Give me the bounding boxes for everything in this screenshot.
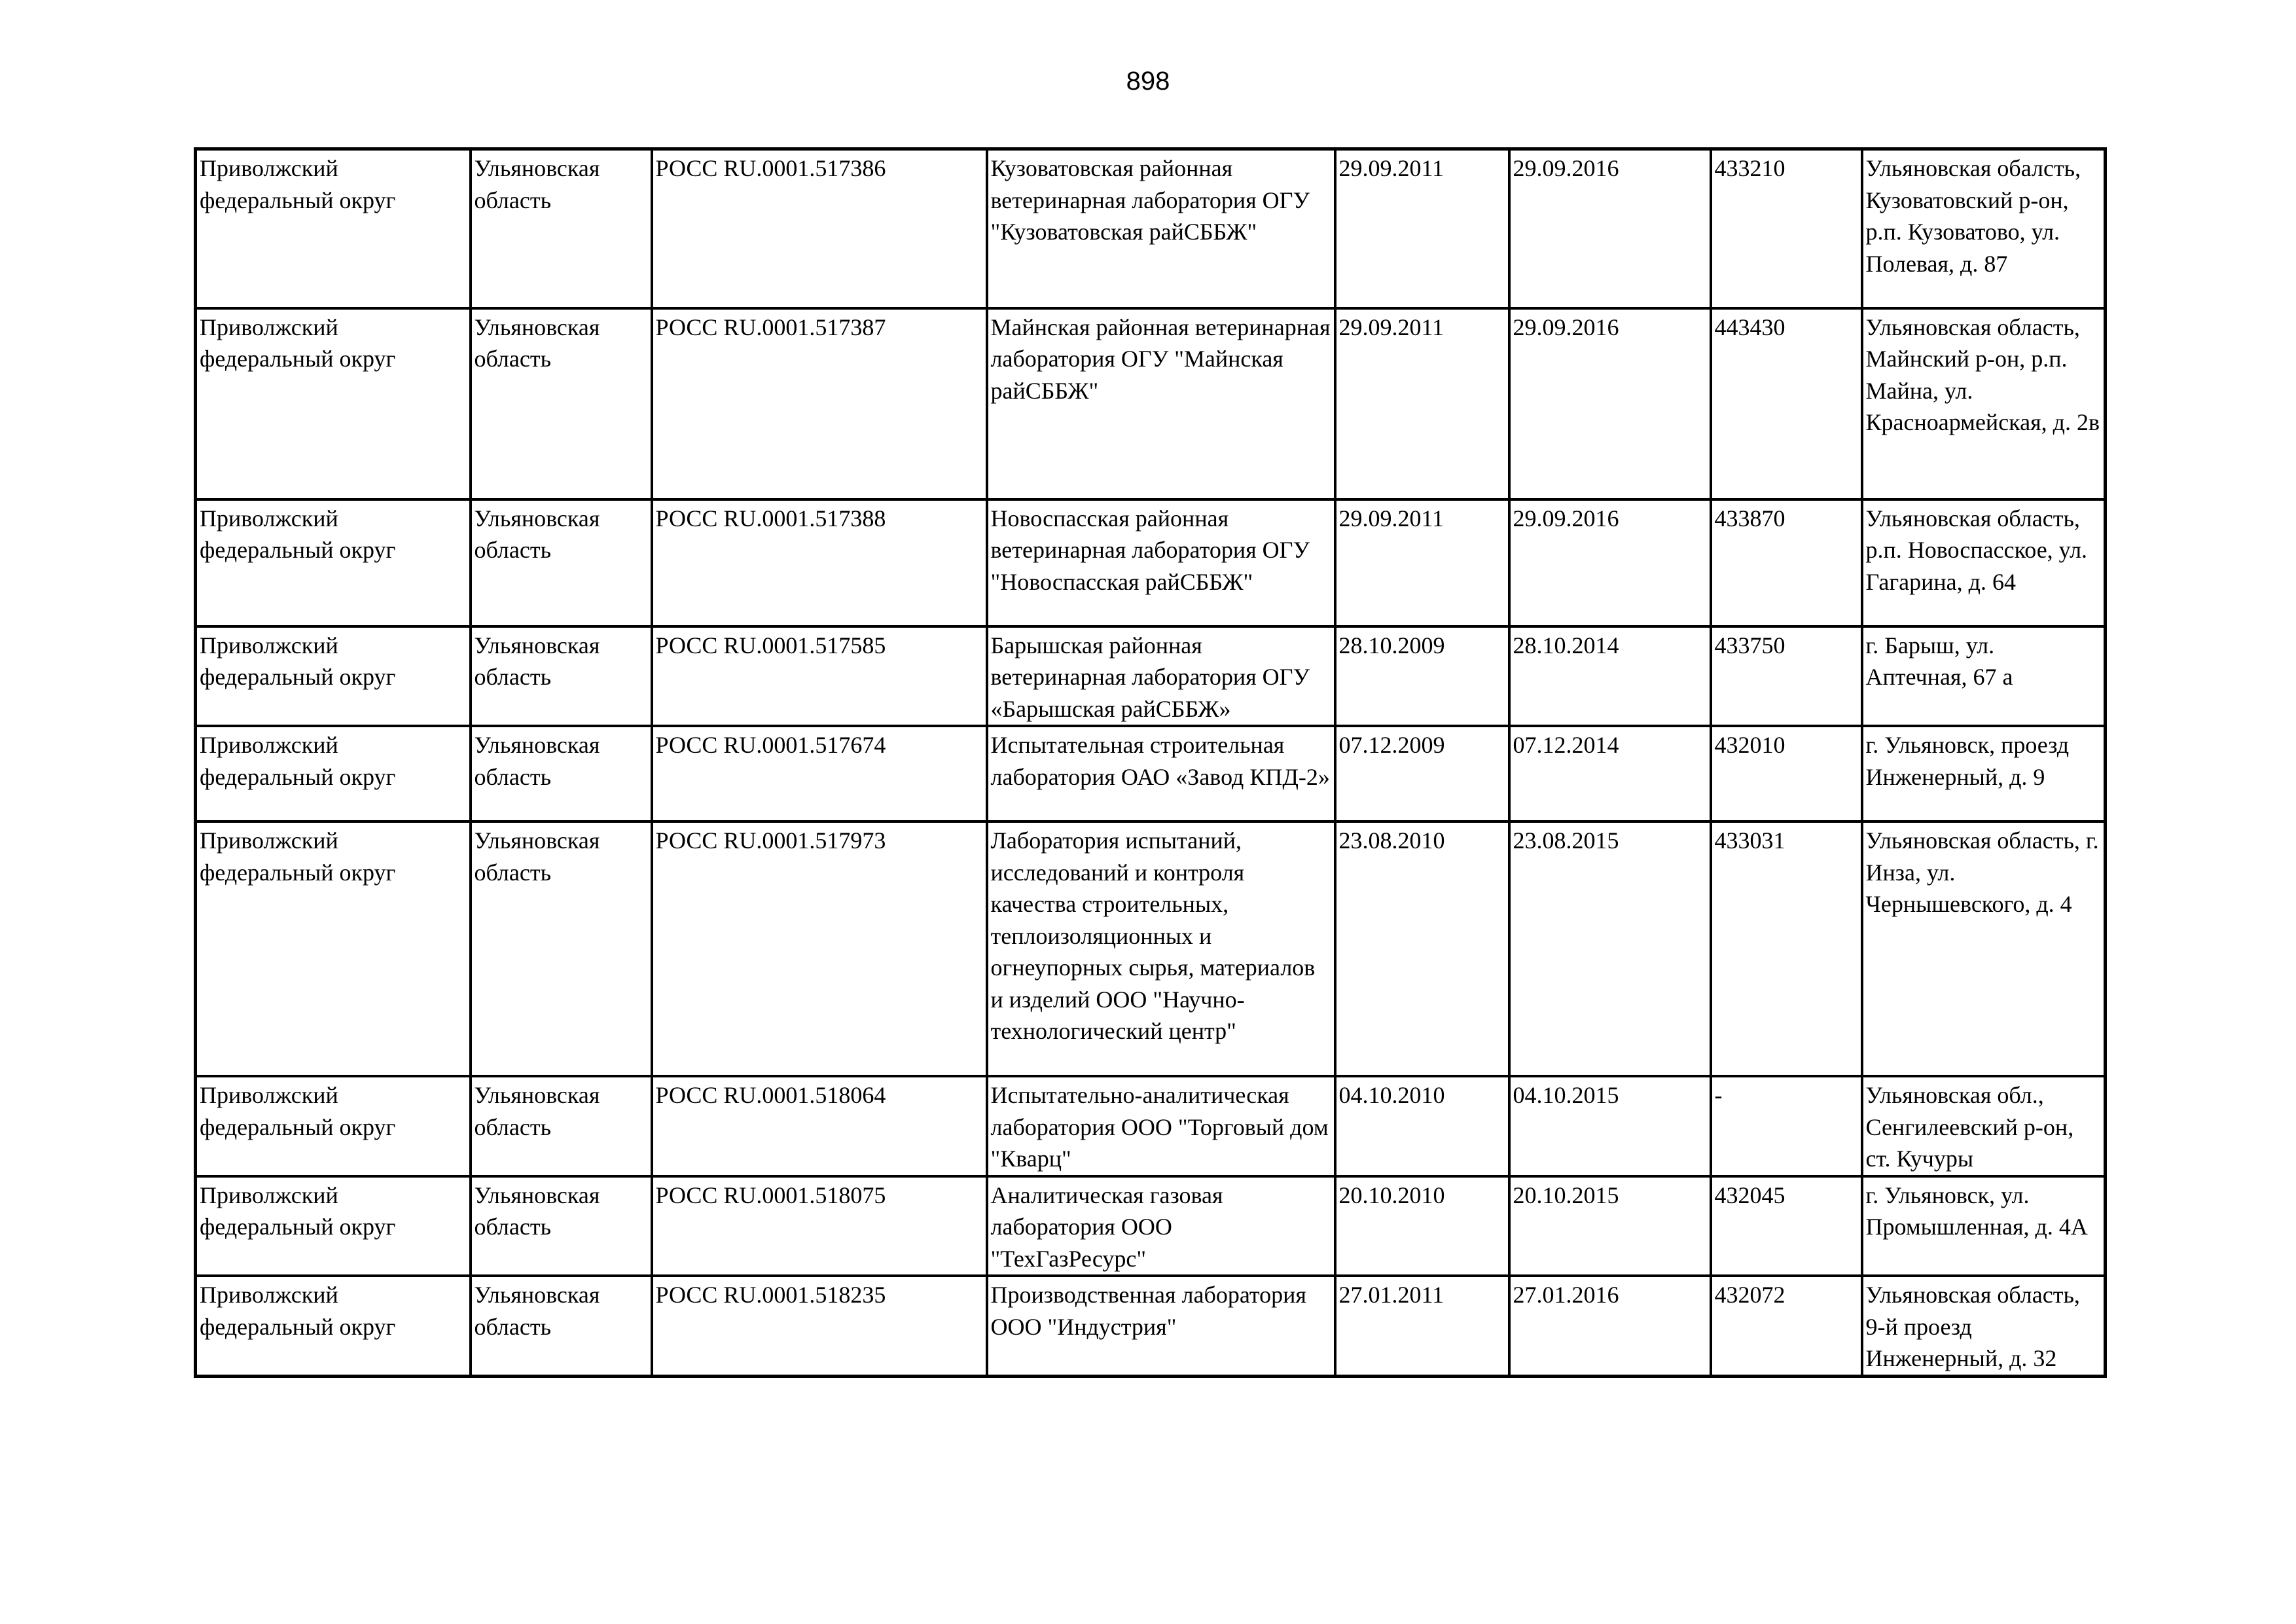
table-row: [196, 308, 2106, 499]
organization-cell: Аналитическая газовая лаборатория ООО "ТехГазРесурс": [987, 1176, 1335, 1276]
address-cell: г. Барыш, ул. Аптечная, 67 а: [1862, 626, 2106, 727]
date-issued-cell: 04.10.2010: [1335, 1076, 1509, 1176]
organization-cell: Лаборатория испытаний, исследований и контроля качества строительных, теплоизоляционных и огнеупорных сырья, материалов и изделий ООО "Научно-технологический центр": [987, 821, 1335, 1076]
date-expiry-cell: 28.10.2014: [1509, 626, 1711, 727]
address-cell: г. Ульяновск, ул. Промышленная, д. 4А: [1862, 1176, 2106, 1276]
district-cell: Приволжский федеральный округ: [196, 149, 471, 308]
certificate-number-cell: РОСС RU.0001.517585: [652, 626, 987, 727]
district-cell: Приволжский федеральный округ: [196, 1276, 471, 1376]
organization-cell: Новоспасская районная ветеринарная лаборатория ОГУ "Новоспасская райСББЖ": [987, 499, 1335, 626]
certificate-number-cell: РОСС RU.0001.517388: [652, 499, 987, 626]
date-expiry-cell: 29.09.2016: [1509, 308, 1711, 499]
table-row: [196, 726, 2106, 821]
organization-cell: Кузоватовская районная ветеринарная лаборатория ОГУ "Кузоватовская райСББЖ": [987, 149, 1335, 308]
organization-cell: Производственная лаборатория ООО "Индустрия": [987, 1276, 1335, 1376]
region-cell: Ульяновская область: [471, 308, 652, 499]
organization-cell: Испытательная строительная лаборатория ОАО «Завод КПД-2»: [987, 726, 1335, 821]
date-issued-cell: 29.09.2011: [1335, 499, 1509, 626]
district-cell: Приволжский федеральный округ: [196, 726, 471, 821]
certificate-number-cell: РОСС RU.0001.517973: [652, 821, 987, 1076]
postal-code-cell: -: [1711, 1076, 1862, 1176]
date-issued-cell: 27.01.2011: [1335, 1276, 1509, 1376]
address-cell: Ульяновская область, р.п. Новоспасское, ул. Гагарина, д. 64: [1862, 499, 2106, 626]
region-cell: Ульяновская область: [471, 149, 652, 308]
date-issued-cell: 29.09.2011: [1335, 308, 1509, 499]
table-row: [196, 499, 2106, 626]
region-cell: Ульяновская область: [471, 626, 652, 727]
region-cell: Ульяновская область: [471, 1176, 652, 1276]
date-issued-cell: 07.12.2009: [1335, 726, 1509, 821]
region-cell: Ульяновская область: [471, 1276, 652, 1376]
postal-code-cell: 432072: [1711, 1276, 1862, 1376]
certificate-number-cell: РОСС RU.0001.517387: [652, 308, 987, 499]
district-cell: Приволжский федеральный округ: [196, 1176, 471, 1276]
table-row: [196, 1276, 2106, 1376]
table-row: [196, 1176, 2106, 1276]
page-number: 898: [1126, 67, 1170, 96]
certificate-number-cell: РОСС RU.0001.517386: [652, 149, 987, 308]
address-cell: Ульяновская область, 9-й проезд Инженерный, д. 32: [1862, 1276, 2106, 1376]
certificate-number-cell: РОСС RU.0001.518064: [652, 1076, 987, 1176]
address-cell: Ульяновская область, г. Инза, ул. Чернышевского, д. 4: [1862, 821, 2106, 1076]
postal-code-cell: 433750: [1711, 626, 1862, 727]
address-cell: Ульяновская область, Майнский р-он, р.п. Майна, ул. Красноармейская, д. 2в: [1862, 308, 2106, 499]
date-expiry-cell: 07.12.2014: [1509, 726, 1711, 821]
district-cell: Приволжский федеральный округ: [196, 1076, 471, 1176]
postal-code-cell: 433870: [1711, 499, 1862, 626]
postal-code-cell: 432010: [1711, 726, 1862, 821]
address-cell: г. Ульяновск, проезд Инженерный, д. 9: [1862, 726, 2106, 821]
organization-cell: Испытательно-аналитическая лаборатория ООО "Торговый дом "Кварц": [987, 1076, 1335, 1176]
table-row: [196, 821, 2106, 1076]
address-cell: Ульяновская обл., Сенгилеевский р-он, ст. Кучуры: [1862, 1076, 2106, 1176]
date-expiry-cell: 04.10.2015: [1509, 1076, 1711, 1176]
table-row: [196, 149, 2106, 308]
district-cell: Приволжский федеральный округ: [196, 626, 471, 727]
district-cell: Приволжский федеральный округ: [196, 308, 471, 499]
table-row: [196, 626, 2106, 727]
address-cell: Ульяновская обалсть, Кузоватовский р-он, р.п. Кузоватово, ул. Полевая, д. 87: [1862, 149, 2106, 308]
region-cell: Ульяновская область: [471, 499, 652, 626]
date-issued-cell: 23.08.2010: [1335, 821, 1509, 1076]
postal-code-cell: 443430: [1711, 308, 1862, 499]
region-cell: Ульяновская область: [471, 1076, 652, 1176]
date-expiry-cell: 23.08.2015: [1509, 821, 1711, 1076]
certificate-number-cell: РОСС RU.0001.518075: [652, 1176, 987, 1276]
region-cell: Ульяновская область: [471, 726, 652, 821]
date-issued-cell: 20.10.2010: [1335, 1176, 1509, 1276]
postal-code-cell: 432045: [1711, 1176, 1862, 1276]
certificate-number-cell: РОСС RU.0001.518235: [652, 1276, 987, 1376]
organization-cell: Майнская районная ветеринарная лаборатория ОГУ "Майнская райСББЖ": [987, 308, 1335, 499]
table-row: [196, 1076, 2106, 1176]
district-cell: Приволжский федеральный округ: [196, 499, 471, 626]
certificate-number-cell: РОСС RU.0001.517674: [652, 726, 987, 821]
date-expiry-cell: 20.10.2015: [1509, 1176, 1711, 1276]
region-cell: Ульяновская область: [471, 821, 652, 1076]
organization-cell: Барышская районная ветеринарная лаборатория ОГУ «Барышская райСББЖ»: [987, 626, 1335, 727]
date-issued-cell: 29.09.2011: [1335, 149, 1509, 308]
postal-code-cell: 433031: [1711, 821, 1862, 1076]
laboratory-registry-table: [194, 147, 2107, 1378]
date-issued-cell: 28.10.2009: [1335, 626, 1509, 727]
date-expiry-cell: 27.01.2016: [1509, 1276, 1711, 1376]
postal-code-cell: 433210: [1711, 149, 1862, 308]
date-expiry-cell: 29.09.2016: [1509, 149, 1711, 308]
district-cell: Приволжский федеральный округ: [196, 821, 471, 1076]
date-expiry-cell: 29.09.2016: [1509, 499, 1711, 626]
